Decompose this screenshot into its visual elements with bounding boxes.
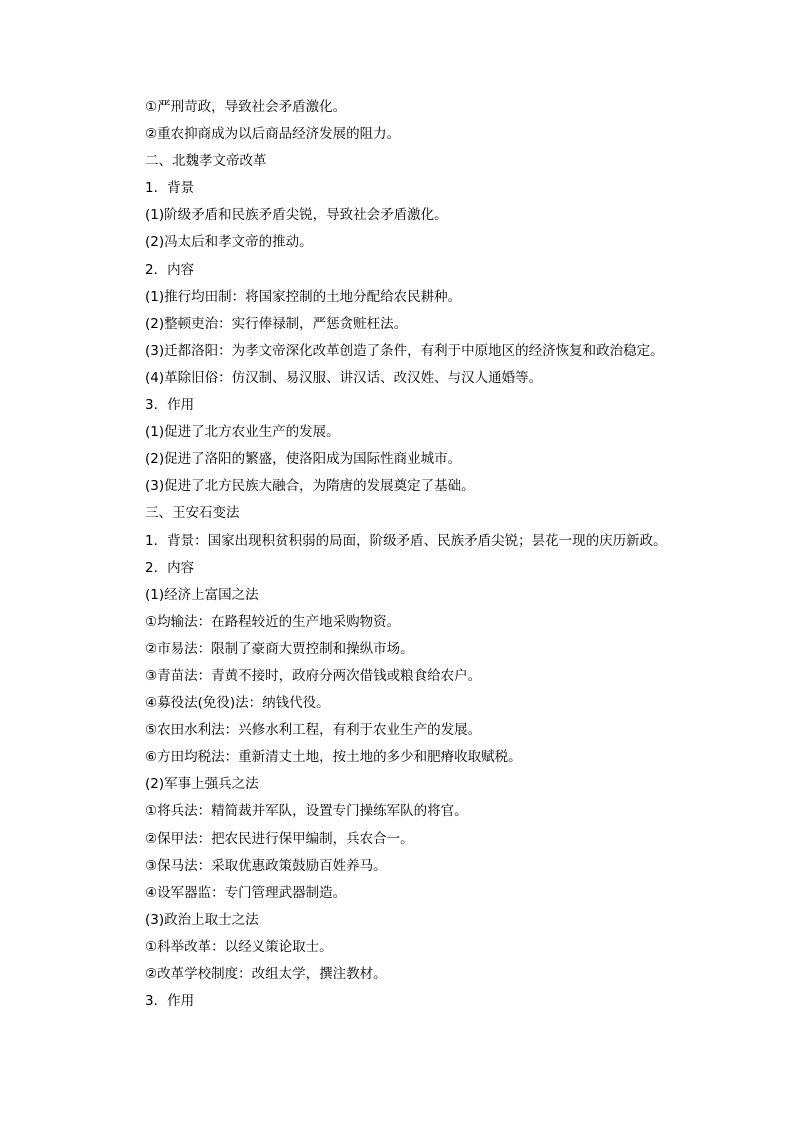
text-line: (4)革除旧俗：仿汉制、易汉服、讲汉话、改汉姓、与汉人通婚等。 [145, 369, 543, 386]
section-heading: 三、王安石变法 [145, 505, 240, 522]
text-line: ①均输法：在路程较近的生产地采购物资。 [145, 613, 401, 630]
subsection-heading: 2．内容 [145, 261, 195, 278]
text-line: (3)迁都洛阳：为孝文帝深化改革创造了条件，有利于中原地区的经济恢复和政治稳定。 [145, 342, 664, 359]
text-line: (2)冯太后和孝文帝的推动。 [145, 234, 313, 251]
text-line: ①科举改革：以经义策论取士。 [145, 938, 333, 955]
text-line: (3)政治上取士之法 [145, 911, 259, 928]
text-line: ②改革学校制度：改组太学，撰注教材。 [145, 966, 387, 982]
text-line: ③青苗法：青黄不接时，政府分两次借钱或粮食给农户。 [145, 667, 482, 684]
subsection-heading: 2．内容 [145, 559, 195, 576]
text-line: ①严刑苛政，导致社会矛盾激化。 [145, 99, 347, 115]
text-line: ③保马法：采取优惠政策鼓励百姓养马。 [145, 857, 387, 874]
text-line: (1)阶级矛盾和民族矛盾尖锐，导致社会矛盾激化。 [145, 207, 448, 224]
text-line: (1)推行均田制：将国家控制的土地分配给农民耕种。 [145, 288, 462, 305]
text-line: ④募役法(免役)法：纳钱代役。 [145, 695, 330, 712]
text-line: (2)促进了洛阳的繁盛，使洛阳成为国际性商业城市。 [145, 451, 462, 468]
text-line: (3)促进了北方民族大融合，为隋唐的发展奠定了基础。 [145, 478, 475, 495]
text-line: ④设军器监：专门管理武器制造。 [145, 884, 347, 901]
text-line: ①将兵法：精简裁并军队，设置专门操练军队的将官。 [145, 803, 468, 820]
text-line: (1)经济上富国之法 [145, 586, 259, 603]
text-line: ⑤农田水利法：兴修水利工程，有利于农业生产的发展。 [145, 722, 482, 739]
section-heading: 二、北魏孝文帝改革 [145, 153, 267, 170]
subsection-heading: 3．作用 [145, 397, 195, 414]
text-line: ②保甲法：把农民进行保甲编制，兵农合一。 [145, 830, 414, 847]
text-line: ②重农抑商成为以后商品经济发展的阻力。 [145, 126, 401, 143]
text-line: 1．背景：国家出现积贫积弱的局面，阶级矛盾、民族矛盾尖锐；昙花一现的庆历新政。 [145, 532, 667, 549]
text-line: ⑥方田均税法：重新清丈土地，按土地的多少和肥瘠收取赋税。 [145, 749, 522, 766]
subsection-heading: 3．作用 [145, 993, 195, 1010]
text-line: ②市易法：限制了豪商大贾控制和操纵市场。 [145, 640, 414, 657]
text-line: (2)整顿吏治：实行俸禄制，严惩贪赃枉法。 [145, 315, 408, 332]
document-body [145, 94, 745, 1015]
text-line: (2)军事上强兵之法 [145, 776, 259, 793]
subsection-heading: 1．背景 [145, 180, 195, 197]
text-line: (1)促进了北方农业生产的发展。 [145, 424, 340, 441]
